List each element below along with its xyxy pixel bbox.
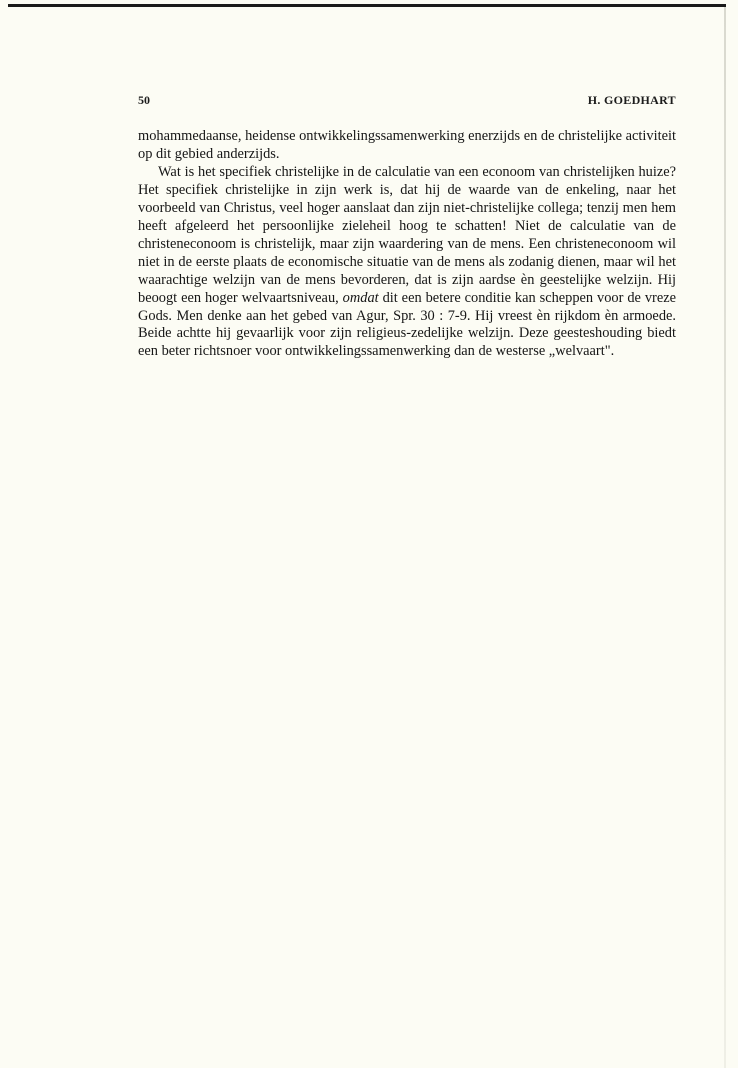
paragraph-christian-economist [138, 164, 676, 361]
right-scan-edge [724, 7, 726, 1068]
running-header [138, 93, 676, 109]
page-number: 50 [138, 93, 150, 107]
paragraph-continuation: mohammedaanse, heidense ontwikkelingssamenwerking enerzijds en de christelijke activiteit op dit gebied anderzijds. [138, 128, 676, 162]
emphasis-omdat: omdat [342, 289, 379, 306]
running-author: H. GOEDHART [587, 93, 676, 107]
top-scan-border [8, 4, 726, 7]
paragraph-text-end: dit een betere conditie kan scheppen voor de vreze Gods. Men denke aan het gebed van Agur, Spr. 30 : 7-9. Hij vreest èn rijkdom èn armoede. Beide achtte hij gevaarlijk voor zijn religieus-zedelijke welzijn. Deze geesteshouding biedt een beter richtsnoer voor ontwikkelingssamenwerking dan de westerse „welvaart". [138, 289, 676, 360]
body-text [138, 128, 676, 361]
paragraph-text-start: Wat is het specifiek christelijke in de calculatie van een econoom van christelijken huize? Het specifiek christelijke in zijn werk is, dat hij de waarde van de enkeling, naar het voorbeeld van Christus, veel hoger aanslaat dan zijn niet-christelijke collega; tenzij men hem heeft afgeleerd het persoonlijke zieleheil hoog te schatten! Niet de calculatie van de christeneconoom is christelijk, maar zijn waardering van de mens. Een christeneconoom wil niet in de eerste plaats de economische situatie van de mens als zodanig dienen, maar wil het waarachtige welzijn van de mens bevorderen, dat is zijn aardse èn geestelijke welzijn. Hij beoogt een hoger welvaartsniveau, [138, 163, 676, 306]
